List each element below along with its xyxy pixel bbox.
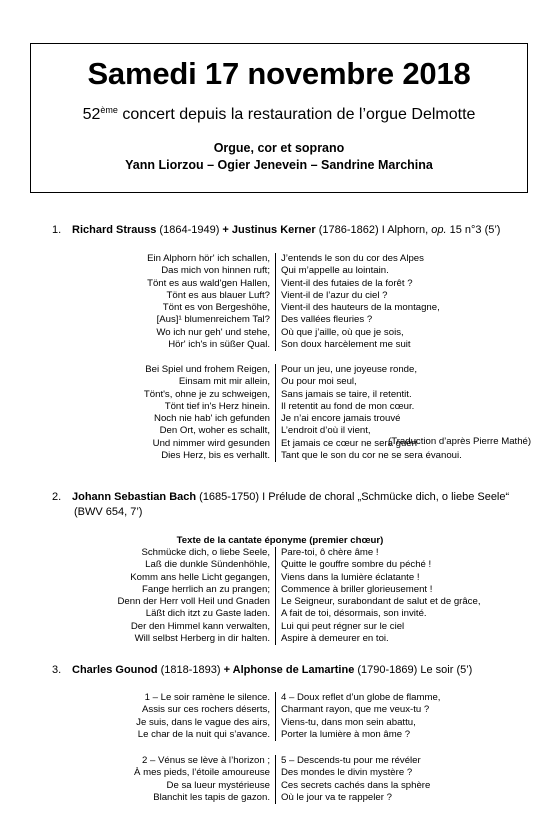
verse-line: Il retentit au fond de mon cœur. (281, 400, 415, 412)
translation-text (275, 364, 490, 462)
verse-line: Tönt's, ohne je zu schweigen, (143, 388, 270, 400)
verse-line: Komm ans helle Licht gegangen, (130, 571, 270, 583)
verse-line: Tönt tief in's Herz hinein. (164, 400, 270, 412)
verse-line: 5 – Descends-tu pour me révéler (281, 755, 421, 766)
scoring: Orgue, cor et soprano (213, 141, 345, 155)
composer-dates: (1818-1893) (157, 664, 224, 676)
piece-3-title (52, 663, 472, 677)
verse-line: Des vallées fleuries ? (281, 314, 373, 326)
verse-line: Ces secrets cachés dans la sphère (281, 779, 431, 791)
verse-line: Einsam mit mir allein, (178, 376, 270, 388)
verse-line: Bei Spiel und frohem Reigen, (145, 364, 270, 375)
verse-line: Hör' ich's in süßer Qual. (168, 338, 270, 350)
stanza-1-2 (110, 364, 490, 462)
verse-line: Vient-il des futaies de la forêt ? (281, 277, 413, 289)
verse-line: Tönt es von Bergeshöhe, (162, 302, 270, 313)
verse-line: Dies Herz, bis es verhallt. (161, 449, 270, 461)
poet: + Justinus Kerner (222, 224, 316, 236)
verse-line: Tönt es aus blauer Luft? (166, 289, 270, 301)
verse-line: 2 – Vénus se lève à l’horizon ; (142, 755, 270, 766)
concert-subtitle (31, 105, 527, 125)
verse-line: Le Seigneur, surabondant de salut et de grâce, (281, 596, 481, 607)
verse-line: Quitte le gouffre sombre du péché ! (281, 559, 432, 571)
piece-1-title (52, 223, 500, 237)
performers: Yann Liorzou – Ogier Jenevein – Sandrine Marchina (125, 158, 433, 172)
verse-line: Aspire à demeurer en toi. (281, 632, 389, 644)
concert-date: Samedi 17 novembre 2018 (87, 56, 471, 91)
stanza-2-1 (110, 547, 490, 645)
verse-line: Ou pour moi seul, (281, 376, 357, 388)
original-text (110, 253, 275, 351)
translation-text (275, 692, 490, 741)
verse-line: Wo ich nur geh' und stehe, (156, 326, 270, 338)
stanza-1-1 (110, 253, 490, 351)
piece-rest: 15 n°3 (5’) (446, 224, 501, 236)
verse-line: Pare-toi, ô chère âme ! (281, 547, 379, 558)
verse-line: Fange herrlich an zu prangen; (142, 583, 270, 595)
verse-line: Je suis, dans le vague des airs, (136, 716, 270, 728)
original-text (110, 547, 275, 645)
original-text (110, 364, 275, 462)
verse-line: Le char de la nuit qui s’avance. (137, 728, 270, 740)
verse-line: Und nimmer wird gesunden (152, 437, 270, 449)
piece-number: 1. (52, 224, 62, 236)
verse-line: Den Ort, woher es schallt, (159, 425, 270, 437)
composer-dates: (1685-1750) I Prélude de choral „Schmücke dich, o liebe Seele“ (196, 491, 510, 503)
verse-line: Vient-il de l’azur du ciel ? (281, 289, 388, 301)
header-box (30, 43, 528, 193)
verse-line: Commence à briller glorieusement ! (281, 583, 433, 595)
verse-line: Der den Himmel kann verwalten, (130, 620, 270, 632)
verse-line: 1 – Le soir ramène le silence. (144, 692, 270, 703)
verse-line: Tönt es aus wald'gen Hallen, (147, 277, 270, 289)
piece-number: 2. (52, 491, 62, 503)
opus-abbrev: op. (431, 224, 447, 236)
verse-line: Noch nie hab' ich gefunden (154, 413, 270, 424)
verse-line: Pour un jeu, une joyeuse ronde, (281, 364, 418, 375)
verse-line: À mes pieds, l’étoile amoureuse (134, 767, 270, 779)
piece-2-title (52, 490, 509, 504)
verse-line: Denn der Herr voll Heil und Gnaden (117, 596, 270, 607)
subtitle-number: 52 (82, 106, 101, 123)
translation-note: (Traduction d’après Pierre Mathé) (388, 436, 532, 447)
translation-text (275, 253, 490, 351)
verse-line: Das mich von hinnen ruft; (161, 265, 270, 277)
verse-line: Et jamais ce cœur ne sera guéri (281, 437, 417, 449)
verse-line: Schmücke dich, o liebe Seele, (141, 547, 270, 558)
poet: + Alphonse de Lamartine (223, 664, 355, 676)
verse-line: De sa lueur mystérieuse (166, 779, 270, 791)
verse-line: Viens dans la lumière éclatante ! (281, 571, 420, 583)
verse-line: Des mondes le divin mystère ? (281, 767, 413, 779)
verse-line: Will selbst Herberg in dir halten. (134, 632, 270, 644)
verse-line: Viens-tu, dans mon sein abattu, (281, 716, 416, 728)
verse-line: [Aus]¹ blumenreichem Tal? (156, 314, 270, 326)
poet-dates: (1790-1869) Le soir (5’) (354, 664, 473, 676)
verse-line: Ein Alphorn hör' ich schallen, (147, 253, 270, 264)
subtitle-ordinal: ème (100, 105, 118, 115)
composer: Charles Gounod (72, 664, 158, 676)
verse-line: Laß die dunkle Sündenhöhle, (145, 559, 270, 571)
cantata-heading: Texte de la cantate éponyme (premier chœur) (176, 535, 384, 546)
verse-line: Porter la lumière à mon âme ? (281, 728, 411, 740)
verse-line: Blanchit les tapis de gazon. (153, 791, 270, 803)
piece-2-catalog: (BWV 654, 7’) (74, 506, 143, 518)
verse-line: Où le jour va te rappeler ? (281, 791, 392, 803)
translation-text (275, 755, 490, 804)
translation-text (275, 547, 490, 645)
verse-line: Qui m’appelle au lointain. (281, 265, 389, 277)
piece-number: 3. (52, 664, 62, 676)
subtitle-text: concert depuis la restauration de l’orgue Delmotte (117, 106, 476, 123)
verse-line: Assis sur ces rochers déserts, (142, 704, 270, 716)
verse-line: Lui qui peut régner sur le ciel (281, 620, 405, 632)
verse-line: A fait de toi, désormais, son invité. (281, 608, 427, 620)
verse-line: Charmant rayon, que me veux-tu ? (281, 704, 430, 716)
verse-line: Son doux harcèlement me suit (281, 338, 411, 350)
verse-line: Vient-il des hauteurs de la montagne, (281, 302, 440, 313)
poet-dates: (1786-1862) I Alphorn, (315, 224, 432, 236)
composer-dates: (1864-1949) (156, 224, 223, 236)
verse-line: Läßt dich itzt zu Gaste laden. (145, 608, 270, 620)
stanza-3-2 (110, 755, 490, 804)
verse-line: L’endroit d’où il vient, (281, 425, 371, 437)
stanza-3-1 (110, 692, 490, 741)
verse-line: Sans jamais se taire, il retentit. (281, 388, 412, 400)
original-text (110, 692, 275, 741)
verse-line: 4 – Doux reflet d’un globe de flamme, (281, 692, 441, 703)
composer: Johann Sebastian Bach (72, 491, 197, 503)
verse-line: Je n’ai encore jamais trouvé (281, 413, 401, 424)
composer: Richard Strauss (72, 224, 157, 236)
verse-line: J’entends le son du cor des Alpes (281, 253, 424, 264)
verse-line: Où que j’aille, où que je sois, (281, 326, 404, 338)
original-text (110, 755, 275, 804)
verse-line: Tant que le son du cor ne se sera évanoui. (281, 449, 462, 461)
